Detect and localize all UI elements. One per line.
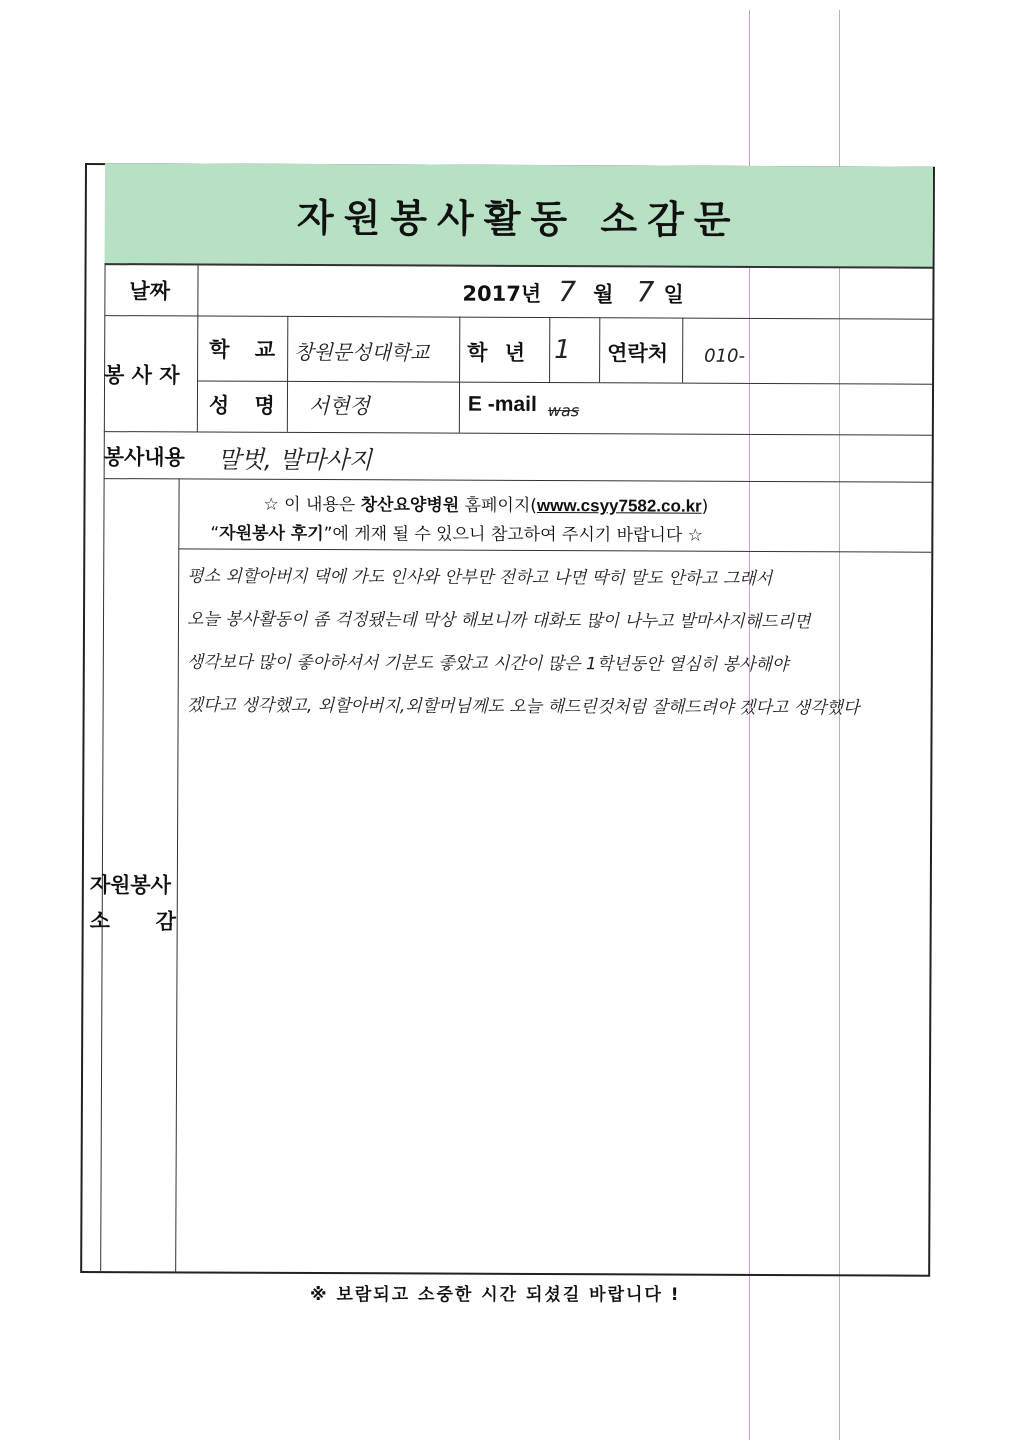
notice-quote-open: “ bbox=[210, 523, 220, 544]
name-value[interactable]: 서현정 bbox=[308, 393, 370, 419]
notice-line-2 bbox=[210, 519, 703, 546]
impressions-line-3: 생각보다 많이 좋아하셔서 기분도 좋았고 시간이 많은 1학년동안 열심히 봉사해야 bbox=[186, 652, 789, 676]
notice-prefix: ☆ 이 내용은 bbox=[263, 494, 361, 516]
notice-hospital: 창산요양병원 bbox=[360, 495, 460, 516]
impressions-label-so: 소 bbox=[89, 909, 111, 934]
email-label: E -mail bbox=[467, 392, 537, 416]
notice-line-1 bbox=[263, 490, 708, 517]
date-month-value: 7 bbox=[558, 275, 577, 309]
grade-label: 학 년 bbox=[467, 340, 526, 365]
impressions-text[interactable] bbox=[187, 555, 928, 730]
activity-label: 봉사내용 bbox=[103, 445, 185, 470]
name-label: 성 명 bbox=[208, 393, 275, 418]
contact-label: 연락처 bbox=[607, 341, 669, 366]
closing-message: ※ 보람되고 소중한 시간 되셨길 바랍니다 ! bbox=[310, 1285, 681, 1305]
notice-rest: ”에 게재 될 수 있으니 참고하여 주시기 바랍니다 ☆ bbox=[323, 524, 703, 546]
impressions-line-4: 겠다고 생각했고, 외할아버지,외할머님께도 오늘 해드린것처럼 잘해드려야 겠다고 생각했다 bbox=[186, 695, 860, 719]
notice-review-title: 자원봉사 후기 bbox=[219, 523, 324, 545]
date-day-unit: 일 bbox=[663, 282, 684, 307]
date-year: 2017년 bbox=[462, 281, 542, 306]
impressions-label-gam: 감 bbox=[155, 909, 177, 934]
contact-value[interactable]: 010- bbox=[704, 345, 746, 367]
date-day-value: 7 bbox=[636, 275, 655, 309]
date-month-unit: 월 bbox=[593, 282, 614, 307]
grade-value[interactable]: 1 bbox=[554, 335, 571, 366]
school-value[interactable]: 창원문성대학교 bbox=[294, 339, 430, 365]
date-field[interactable] bbox=[462, 275, 684, 309]
form-title: 자원봉사활동 소감문 bbox=[105, 163, 933, 269]
volunteer-label: 봉 사 자 bbox=[104, 363, 180, 388]
school-label: 학 교 bbox=[209, 337, 276, 362]
volunteer-report-form bbox=[80, 163, 935, 1277]
email-value[interactable]: was bbox=[547, 401, 580, 421]
impressions-line-2: 오늘 봉사활동이 좀 걱정됐는데 막상 해보니까 대화도 많이 나누고 발마사지해드리면 bbox=[186, 609, 811, 633]
date-label: 날짜 bbox=[129, 279, 171, 304]
impressions-line-1: 평소 외할아버지 댁에 가도 인사와 안부만 전하고 나면 딱히 말도 안하고 그래서 bbox=[187, 566, 773, 590]
notice-suffix: ) bbox=[701, 496, 709, 517]
impressions-label-line1: 자원봉사 bbox=[89, 873, 172, 898]
notice-middle: 홈페이지( bbox=[459, 495, 537, 516]
activity-value[interactable]: 말벗, 발마사지 bbox=[217, 445, 373, 475]
homepage-link[interactable]: www.csyy7582.co.kr bbox=[536, 495, 702, 516]
